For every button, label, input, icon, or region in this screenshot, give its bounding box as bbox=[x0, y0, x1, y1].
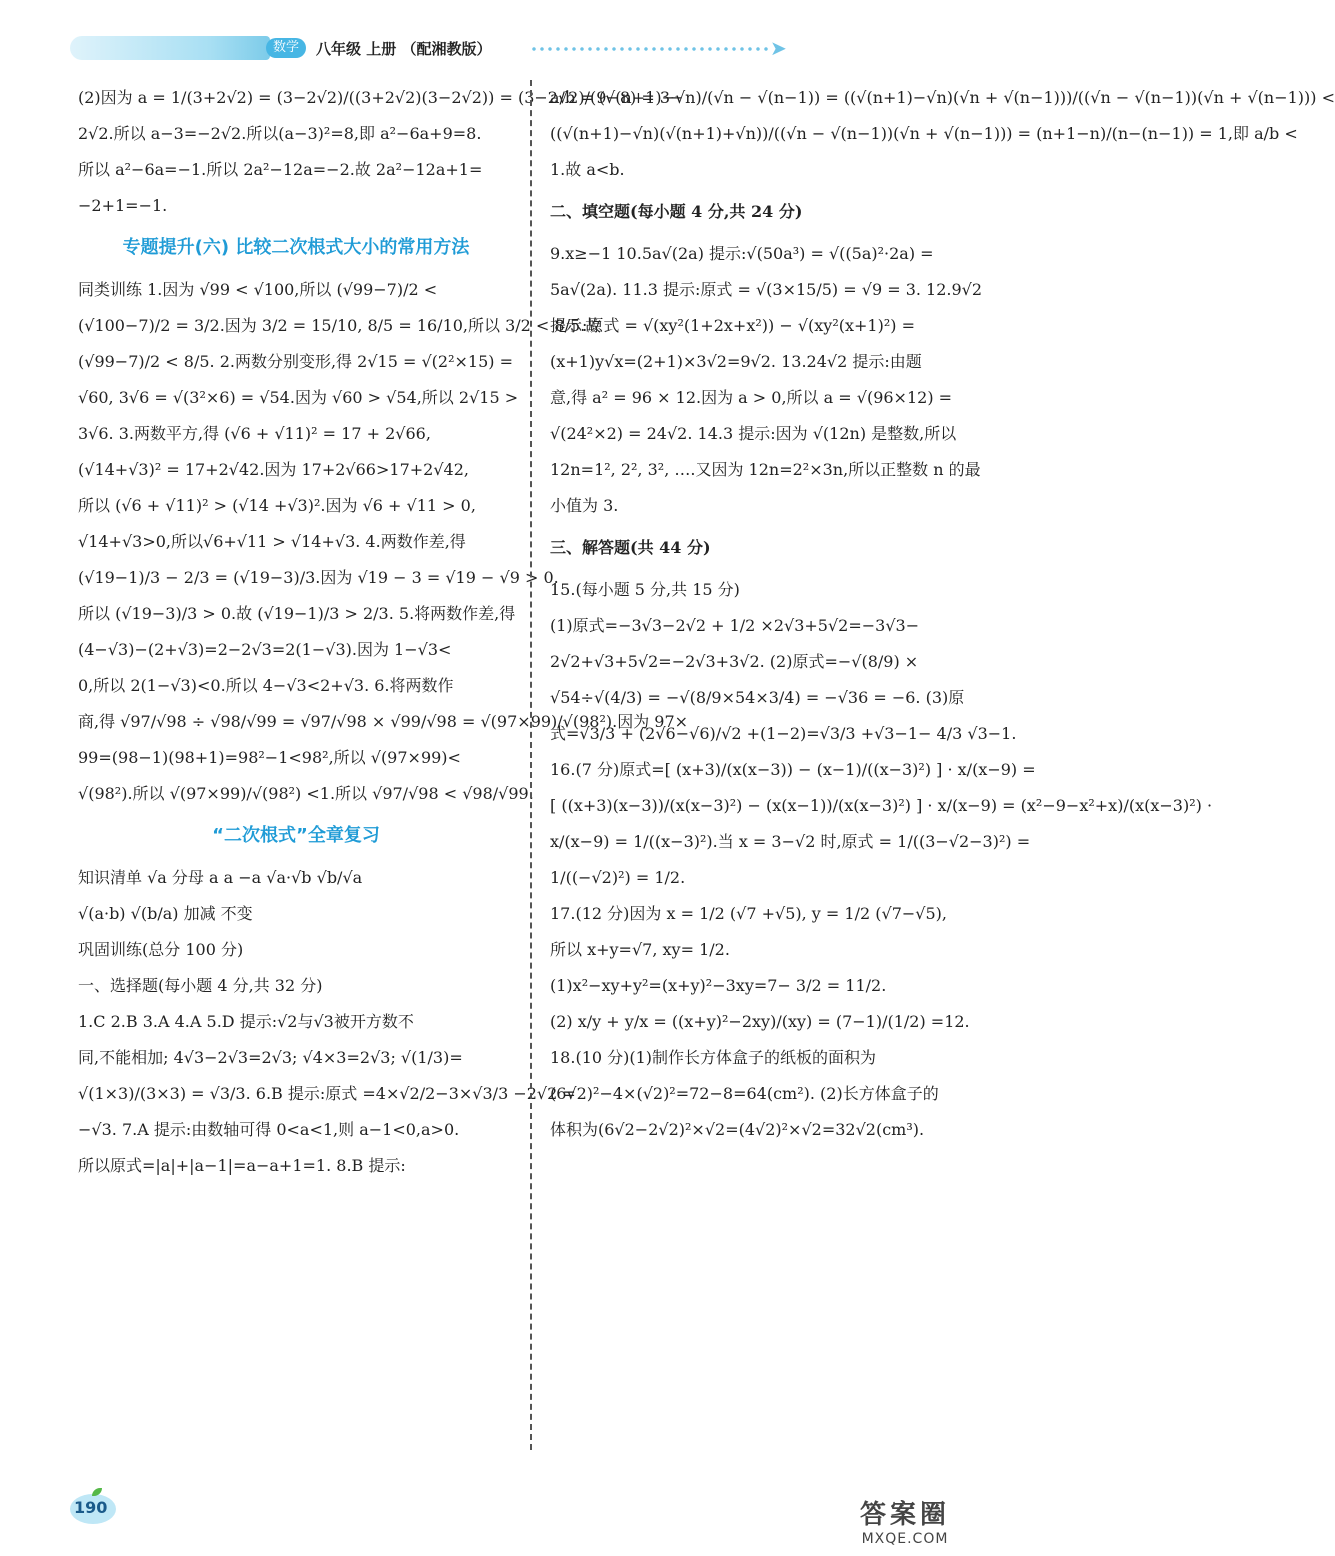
text-line: 18.(10 分)(1)制作长方体盒子的纸板的面积为 bbox=[550, 1048, 877, 1067]
text-line: 1/((−√2)²) = 1/2. bbox=[550, 868, 686, 887]
right-column bbox=[550, 80, 1335, 1148]
text-line: √(24²×2) = 24√2. 14.3 提示:因为 √(12n) 是整数,所以 bbox=[550, 424, 957, 443]
text-line: √14+√3>0,所以√6+√11 > √14+√3. 4.两数作差,得 bbox=[78, 532, 466, 551]
text-line: (√14+√3)² = 17+2√42.因为 17+2√66>17+2√42, bbox=[78, 460, 469, 479]
text-line: 16.(7 分)原式=[ (x+3)/(x(x−3)) − (x−1)/((x−3)²) ] · x/(x−9) = bbox=[550, 760, 1036, 779]
text-line: 所以 a²−6a=−1.所以 2a²−12a=−2.故 2a²−12a+1= bbox=[78, 160, 483, 179]
text-line: (√19−1)/3 − 2/3 = (√19−3)/3.因为 √19 − 3 = √19 − √9 > 0. bbox=[78, 568, 559, 587]
text-line: (√99−7)/2 < 8/5. 2.两数分别变形,得 2√15 = √(2²×15) = bbox=[78, 352, 513, 371]
text-line: √54÷√(4/3) = −√(8/9×54×3/4) = −√36 = −6. (3)原 bbox=[550, 688, 965, 707]
text-line: 体积为(6√2−2√2)²×√2=(4√2)²×√2=32√2(cm³). bbox=[550, 1120, 925, 1139]
text-line: 3√6. 3.两数平方,得 (√6 + √11)² = 17 + 2√66, bbox=[78, 424, 431, 443]
watermark-text: 答案圈 bbox=[859, 1500, 950, 1530]
text-line: (1)原式=−3√3−2√2 + 1/2 ×2√3+5√2=−3√3− bbox=[550, 616, 920, 635]
text-line: 三、解答题(共 44 分) bbox=[550, 538, 711, 557]
text-line: (4−√3)−(2+√3)=2−2√3=2(1−√3).因为 1−√3< bbox=[78, 640, 452, 659]
text-line: 9.x≥−1 10.5a√(2a) 提示:√(50a³) = √((5a)²·2a) = bbox=[550, 244, 934, 263]
text-line: 1.故 a<b. bbox=[550, 160, 625, 179]
page-header bbox=[70, 30, 787, 70]
header-decoration-band bbox=[70, 36, 270, 60]
text-line: 0,所以 2(1−√3)<0.所以 4−√3<2+√3. 6.将两数作 bbox=[78, 676, 454, 695]
text-line: √(a·b) √(b/a) 加减 不变 bbox=[78, 904, 253, 923]
text-line: (2)因为 a = 1/(3+2√2) = (3−2√2)/((3+2√2)(3−2√2)) = (3−2√2)/(9−8) = 3− bbox=[78, 88, 684, 107]
text-line: 意,得 a² = 96 × 12.因为 a > 0,所以 a = √(96×12) = bbox=[550, 388, 953, 407]
text-line: 所以 (√19−3)/3 > 0.故 (√19−1)/3 > 2/3. 5.将两数作差,得 bbox=[78, 604, 516, 623]
text-line: 提示:原式 = √(xy²(1+2x+x²)) − √(xy²(x+1)²) = bbox=[550, 316, 915, 335]
text-line: a/b = (√(n+1)−√n)/(√n − √(n−1)) = ((√(n+1)−√n)(√n + √(n−1)))/((√n − √(n−1))(√n + √(n−1))) < bbox=[550, 88, 1335, 107]
arrow-right-icon: ➤ bbox=[770, 36, 787, 60]
text-line: 同类训练 1.因为 √99 < √100,所以 (√99−7)/2 < bbox=[78, 280, 438, 299]
watermark-url: MXQE.COM bbox=[861, 1531, 949, 1547]
page-number bbox=[70, 1488, 120, 1524]
text-line: 专题提升(六) 比较二次根式大小的常用方法 bbox=[122, 237, 470, 258]
text-line: x/(x−9) = 1/((x−3)²).当 x = 3−√2 时,原式 = 1/((3−√2−3)²) = bbox=[550, 832, 1031, 851]
column-divider bbox=[530, 80, 532, 1450]
text-line: 式=√3/3 + (2√6−√6)/√2 +(1−2)=√3/3 +√3−1− 4/3 √3−1. bbox=[550, 724, 1017, 743]
text-line: (x+1)y√x=(2+1)×3√2=9√2. 13.24√2 提示:由题 bbox=[550, 352, 922, 371]
text-line: (1)x²−xy+y²=(x+y)²−3xy=7− 3/2 = 11/2. bbox=[550, 976, 887, 995]
text-line: “二次根式”全章复习 bbox=[212, 825, 380, 846]
text-line: −2+1=−1. bbox=[78, 196, 168, 215]
subject-badge: 数学 bbox=[266, 38, 306, 58]
text-line: √(98²).所以 √(97×99)/√(98²) <1.所以 √97/√98 < √98/√99. bbox=[78, 784, 534, 803]
text-line: 知识清单 √a 分母 a a −a √a·√b √b/√a bbox=[78, 868, 363, 887]
text-line: (2) x/y + y/x = ((x+y)²−2xy)/(xy) = (7−1)/(1/2) =12. bbox=[550, 1012, 970, 1031]
text-line: (6√2)²−4×(√2)²=72−8=64(cm²). (2)长方体盒子的 bbox=[550, 1084, 939, 1103]
text-line: 5a√(2a). 11.3 提示:原式 = √(3×15/5) = √9 = 3. 12.9√2 bbox=[550, 280, 983, 299]
text-line: 2√2+√3+5√2=−2√3+3√2. (2)原式=−√(8/9) × bbox=[550, 652, 919, 671]
text-line: (√100−7)/2 = 3/2.因为 3/2 = 15/10, 8/5 = 16/10,所以 3/2 < 8/5.故 bbox=[78, 316, 602, 335]
book-title: 八年级 上册 （配湘教版） bbox=[316, 40, 492, 58]
text-line: 1.C 2.B 3.A 4.A 5.D 提示:√2与√3被开方数不 bbox=[78, 1012, 414, 1031]
text-line: 12n=1², 2², 3², ….又因为 12n=2²×3n,所以正整数 n 的最 bbox=[550, 460, 981, 479]
watermark-logo bbox=[820, 1500, 990, 1552]
text-line: 一、选择题(每小题 4 分,共 32 分) bbox=[78, 976, 323, 995]
header-dotted-line bbox=[530, 46, 770, 52]
text-line: 15.(每小题 5 分,共 15 分) bbox=[550, 580, 740, 599]
text-line: ((√(n+1)−√n)(√(n+1)+√n))/((√n − √(n−1))(√n + √(n−1))) = (n+1−n)/(n−(n−1)) = 1,即 a/b < bbox=[550, 124, 1298, 143]
text-line: 小值为 3. bbox=[550, 496, 619, 515]
text-line: 巩固训练(总分 100 分) bbox=[78, 940, 244, 959]
text-line: 99=(98−1)(98+1)=98²−1<98²,所以 √(97×99)< bbox=[78, 748, 461, 767]
text-line: 2√2.所以 a−3=−2√2.所以(a−3)²=8,即 a²−6a+9=8. bbox=[78, 124, 482, 143]
text-line: 同,不能相加; 4√3−2√3=2√3; √4×3=2√3; √(1/3)= bbox=[78, 1048, 463, 1067]
page-number-text: 190 bbox=[74, 1498, 108, 1517]
text-line: 所以原式=|a|+|a−1|=a−a+1=1. 8.B 提示: bbox=[78, 1156, 406, 1175]
text-line: 所以 x+y=√7, xy= 1/2. bbox=[550, 940, 730, 959]
text-line: 17.(12 分)因为 x = 1/2 (√7 +√5), y = 1/2 (√7−√5), bbox=[550, 904, 947, 923]
text-line: 二、填空题(每小题 4 分,共 24 分) bbox=[550, 202, 803, 221]
text-line: 商,得 √97/√98 ÷ √98/√99 = √97/√98 × √99/√98 = √(97×99)/√(98²).因为 97× bbox=[78, 712, 689, 731]
text-line: [ ((x+3)(x−3))/(x(x−3)²) − (x(x−1))/(x(x−3)²) ] · x/(x−9) = (x²−9−x²+x)/(x(x−3)²) · bbox=[550, 796, 1213, 815]
text-line: √60, 3√6 = √(3²×6) = √54.因为 √60 > √54,所以 2√15 > bbox=[78, 388, 519, 407]
text-line: √(1×3)/(3×3) = √3/3. 6.B 提示:原式 =4×√2/2−3×√3/3 −2√2 = bbox=[78, 1084, 576, 1103]
text-line: −√3. 7.A 提示:由数轴可得 0<a<1,则 a−1<0,a>0. bbox=[78, 1120, 460, 1139]
text-line: 所以 (√6 + √11)² > (√14 +√3)².因为 √6 + √11 > 0, bbox=[78, 496, 476, 515]
